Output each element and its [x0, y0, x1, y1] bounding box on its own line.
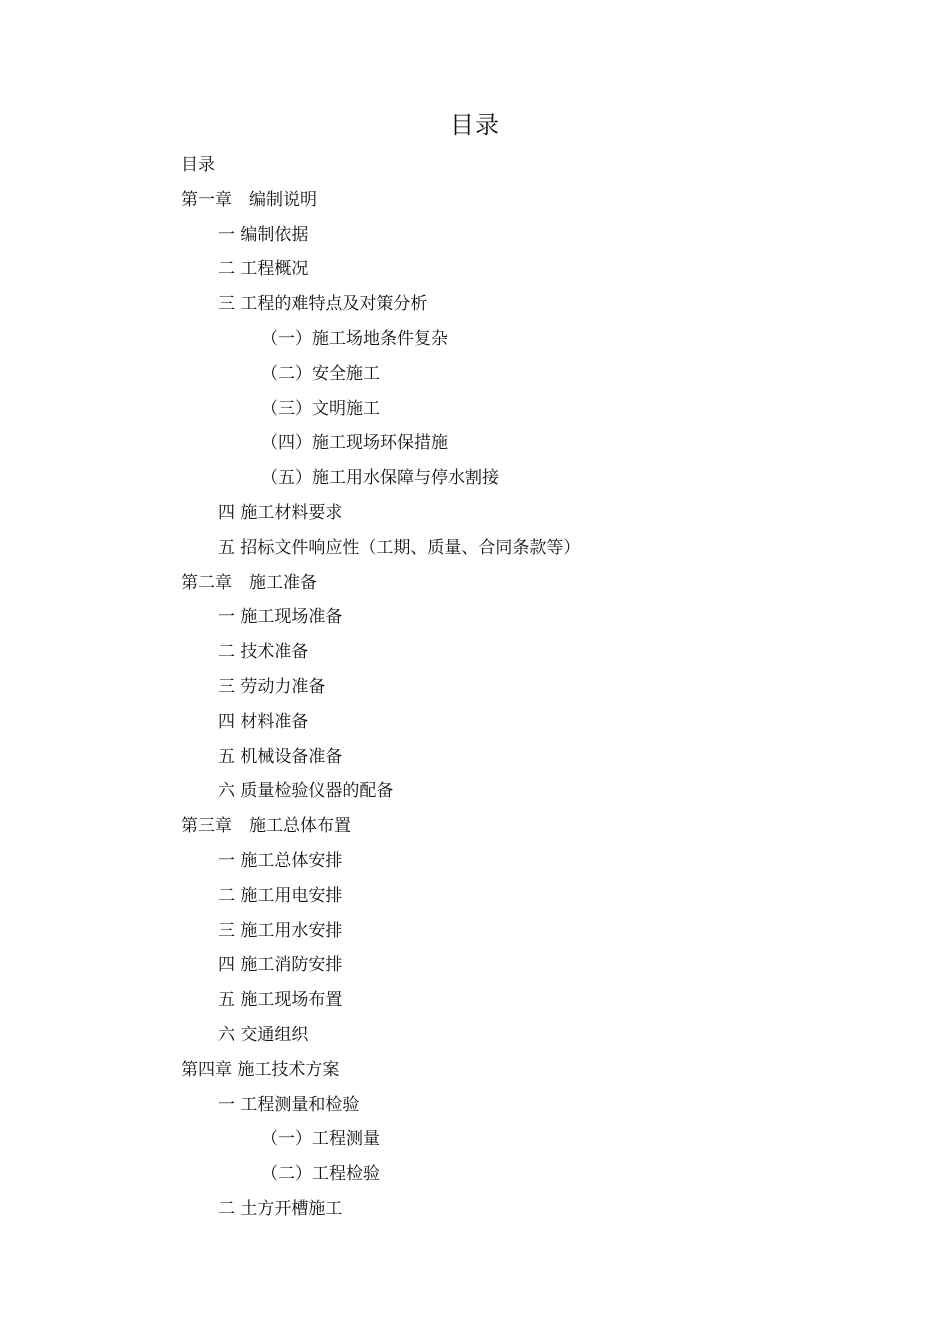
toc-entry: 四 施工消防安排 [218, 955, 343, 976]
toc-entry: （一）施工场地条件复杂 [261, 328, 448, 349]
toc-entry: 二 工程概况 [218, 259, 309, 280]
toc-entry: 第三章 施工总体布置 [181, 816, 351, 837]
toc-entry: 二 技术准备 [218, 642, 309, 663]
toc-entry: 四 材料准备 [218, 711, 309, 732]
toc-entry: 三 劳动力准备 [218, 676, 326, 697]
page-title: 目录 [450, 111, 500, 139]
toc-entry: 第一章 编制说明 [181, 189, 317, 210]
toc-entry: 六 质量检验仪器的配备 [218, 781, 394, 802]
toc-entry: 六 交通组织 [218, 1024, 309, 1045]
toc-entry: 二 土方开槽施工 [218, 1198, 343, 1219]
toc-entry: （一）工程测量 [261, 1129, 380, 1150]
toc-entry: 三 施工用水安排 [218, 920, 343, 941]
toc-entry: （三）文明施工 [261, 398, 380, 419]
toc-entry: （四）施工现场环保措施 [261, 433, 448, 454]
toc-entry: （二）工程检验 [261, 1164, 380, 1185]
toc-entry: 五 招标文件响应性（工期、质量、合同条款等） [218, 537, 581, 558]
toc-entry: （二）安全施工 [261, 363, 380, 384]
toc-entry: 五 施工现场布置 [218, 990, 343, 1011]
toc-entry: 一 施工总体安排 [218, 850, 343, 871]
toc-entry: 第二章 施工准备 [181, 572, 317, 593]
toc-entry: 第四章 施工技术方案 [181, 1059, 340, 1080]
toc-entry: 目录 [181, 155, 215, 175]
toc-entry: （五）施工用水保障与停水割接 [261, 468, 499, 489]
toc-entry: 五 机械设备准备 [218, 746, 343, 767]
toc-entry: 二 施工用电安排 [218, 885, 343, 906]
toc-entry: 四 施工材料要求 [218, 502, 343, 523]
toc-entry: 一 工程测量和检验 [218, 1094, 360, 1115]
toc-entry: 三 工程的难特点及对策分析 [218, 294, 428, 315]
toc-entry: 一 编制依据 [218, 224, 309, 245]
table-of-contents [181, 148, 821, 1227]
toc-entry: 一 施工现场准备 [218, 607, 343, 628]
